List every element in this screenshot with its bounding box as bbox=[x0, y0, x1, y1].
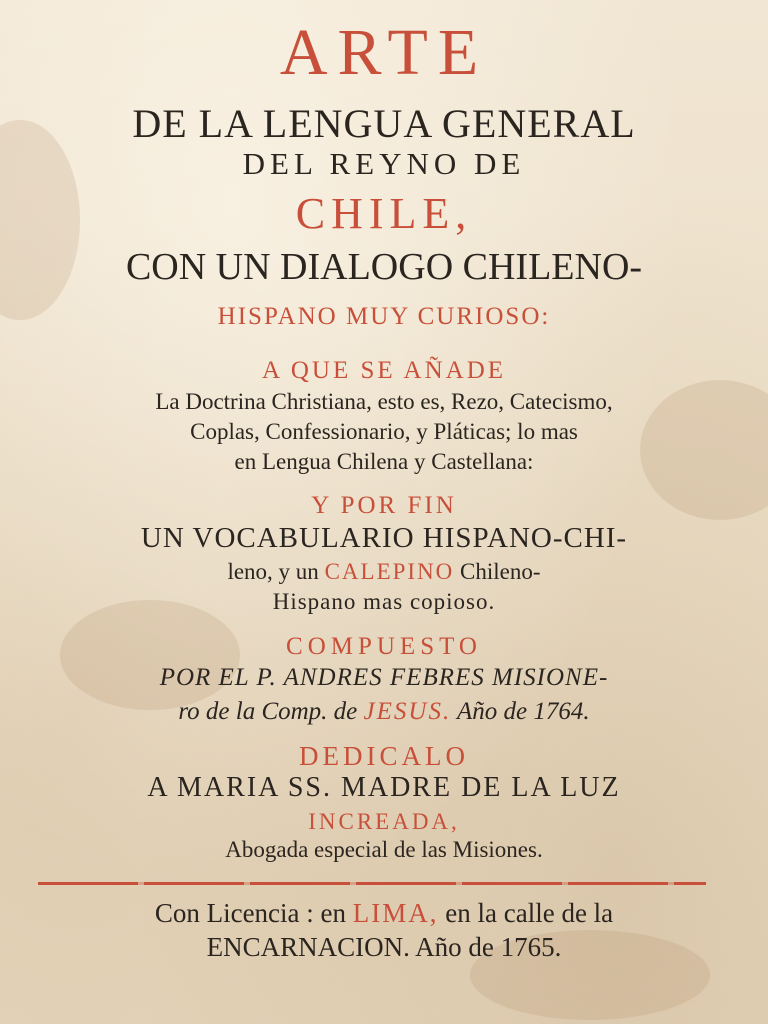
doctrina-line-2: Coplas, Confessionario, y Pláticas; lo mas bbox=[190, 419, 578, 444]
decorative-rule bbox=[38, 882, 706, 885]
hispano-copioso-line: Hispano mas copioso. bbox=[272, 589, 496, 614]
heading-y-por-fin: Y POR FIN bbox=[311, 492, 457, 519]
vocabulario-line: UN VOCABULARIO HISPANO-CHI- bbox=[140, 522, 628, 554]
title-line-3: DEL REYNO DE bbox=[242, 146, 526, 181]
heading-a-que-se-anade: A QUE SE AÑADE bbox=[261, 357, 507, 384]
dedication-line-3: Abogada especial de las Misiones. bbox=[225, 837, 543, 862]
imprint-line-1: Con Licencia : en LIMA, en la calle de la bbox=[154, 898, 614, 928]
heading-compuesto: COMPUESTO bbox=[286, 633, 482, 660]
author-line-2: ro de la Comp. de JESUS. Año de 1764. bbox=[178, 698, 590, 725]
increada-line: INCREADA, bbox=[308, 809, 460, 834]
calepino-word: CALEPINO bbox=[324, 559, 455, 584]
title-line-2: DE LA LENGUA GENERAL bbox=[132, 101, 636, 146]
title-dialogo: CON UN DIALOGO CHILENO- bbox=[125, 246, 643, 288]
author-line-1: POR EL P. ANDRES FEBRES MISIONE- bbox=[159, 664, 609, 691]
doctrina-line-3: en Lengua Chilena y Castellana: bbox=[234, 449, 534, 474]
imprint-line-2: ENCARNACION. Año de 1765. bbox=[206, 932, 562, 962]
doctrina-line-1: La Doctrina Christiana, esto es, Rezo, Catecismo, bbox=[155, 389, 613, 414]
title-arte: ARTE bbox=[279, 16, 489, 89]
heading-dedicalo: DEDICALO bbox=[299, 741, 469, 771]
lima-word: LIMA, bbox=[352, 898, 439, 928]
jesus-word: JESUS. bbox=[363, 698, 452, 725]
title-chile: CHILE, bbox=[295, 189, 473, 238]
dedication-line-1: A MARIA SS. MADRE DE LA LUZ bbox=[147, 772, 621, 803]
title-hispano: HISPANO MUY CURIOSO: bbox=[217, 303, 551, 330]
calepino-line: leno, y un CALEPINO Chileno- bbox=[227, 559, 541, 584]
